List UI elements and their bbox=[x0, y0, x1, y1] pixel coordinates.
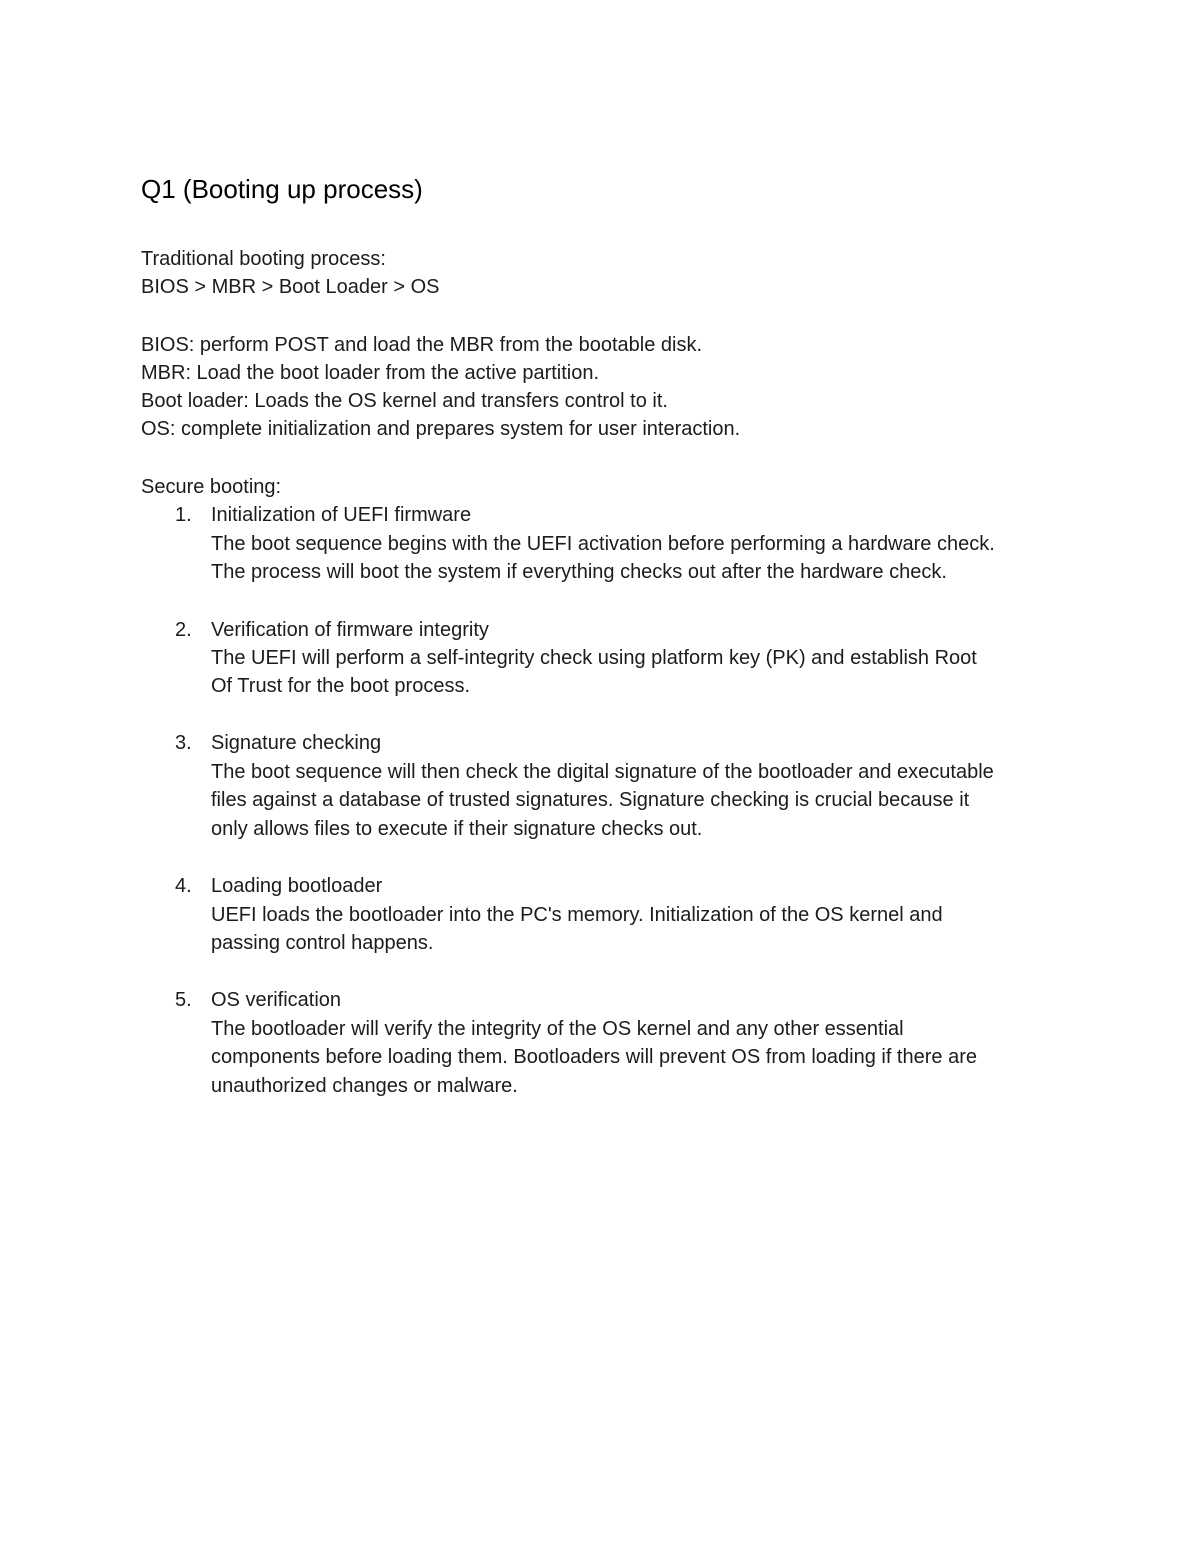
traditional-step-os: OS: complete initialization and prepares system for user interaction. bbox=[141, 418, 741, 440]
document-title: Q1 (Booting up process) bbox=[141, 174, 423, 204]
traditional-step-bios: BIOS: perform POST and load the MBR from the bootable disk. bbox=[141, 334, 703, 356]
list-item-text: Of Trust for the boot process. bbox=[211, 675, 471, 697]
list-item-text: The UEFI will perform a self-integrity check using platform key (PK) and establish Root bbox=[211, 647, 977, 669]
list-item-title: OS verification bbox=[211, 989, 342, 1011]
list-item-title: Loading bootloader bbox=[211, 875, 383, 897]
list-item-text: unauthorized changes or malware. bbox=[211, 1075, 518, 1097]
list-item-text: files against a database of trusted signatures. Signature checking is crucial because it bbox=[211, 789, 970, 811]
list-item-text: The boot sequence will then check the digital signature of the bootloader and executable bbox=[211, 761, 994, 783]
list-item-number: 4. bbox=[175, 875, 192, 897]
traditional-sequence: BIOS > MBR > Boot Loader > OS bbox=[141, 276, 440, 298]
list-item-text: The bootloader will verify the integrity of the OS kernel and any other essential bbox=[211, 1018, 904, 1040]
list-item-text: only allows files to execute if their signature checks out. bbox=[211, 818, 703, 840]
list-item-title: Initialization of UEFI firmware bbox=[211, 504, 472, 526]
list-item-title: Signature checking bbox=[211, 732, 382, 754]
list-item-number: 1. bbox=[175, 504, 192, 526]
traditional-step-mbr: MBR: Load the boot loader from the active partition. bbox=[141, 362, 600, 384]
list-item-title: Verification of firmware integrity bbox=[211, 619, 489, 641]
traditional-heading: Traditional booting process: bbox=[141, 248, 386, 270]
traditional-step-bootloader: Boot loader: Loads the OS kernel and transfers control to it. bbox=[141, 390, 668, 412]
list-item-text: The boot sequence begins with the UEFI activation before performing a hardware check. bbox=[211, 533, 995, 555]
list-item-number: 3. bbox=[175, 732, 192, 754]
list-item-text: passing control happens. bbox=[211, 932, 434, 954]
list-item-text: components before loading them. Bootloaders will prevent OS from loading if there are bbox=[211, 1046, 977, 1068]
list-item-number: 2. bbox=[175, 619, 192, 641]
list-item-text: The process will boot the system if everything checks out after the hardware check. bbox=[211, 561, 947, 583]
list-item-number: 5. bbox=[175, 989, 192, 1011]
secure-heading: Secure booting: bbox=[141, 476, 282, 498]
list-item-text: UEFI loads the bootloader into the PC's memory. Initialization of the OS kernel and bbox=[211, 904, 943, 926]
